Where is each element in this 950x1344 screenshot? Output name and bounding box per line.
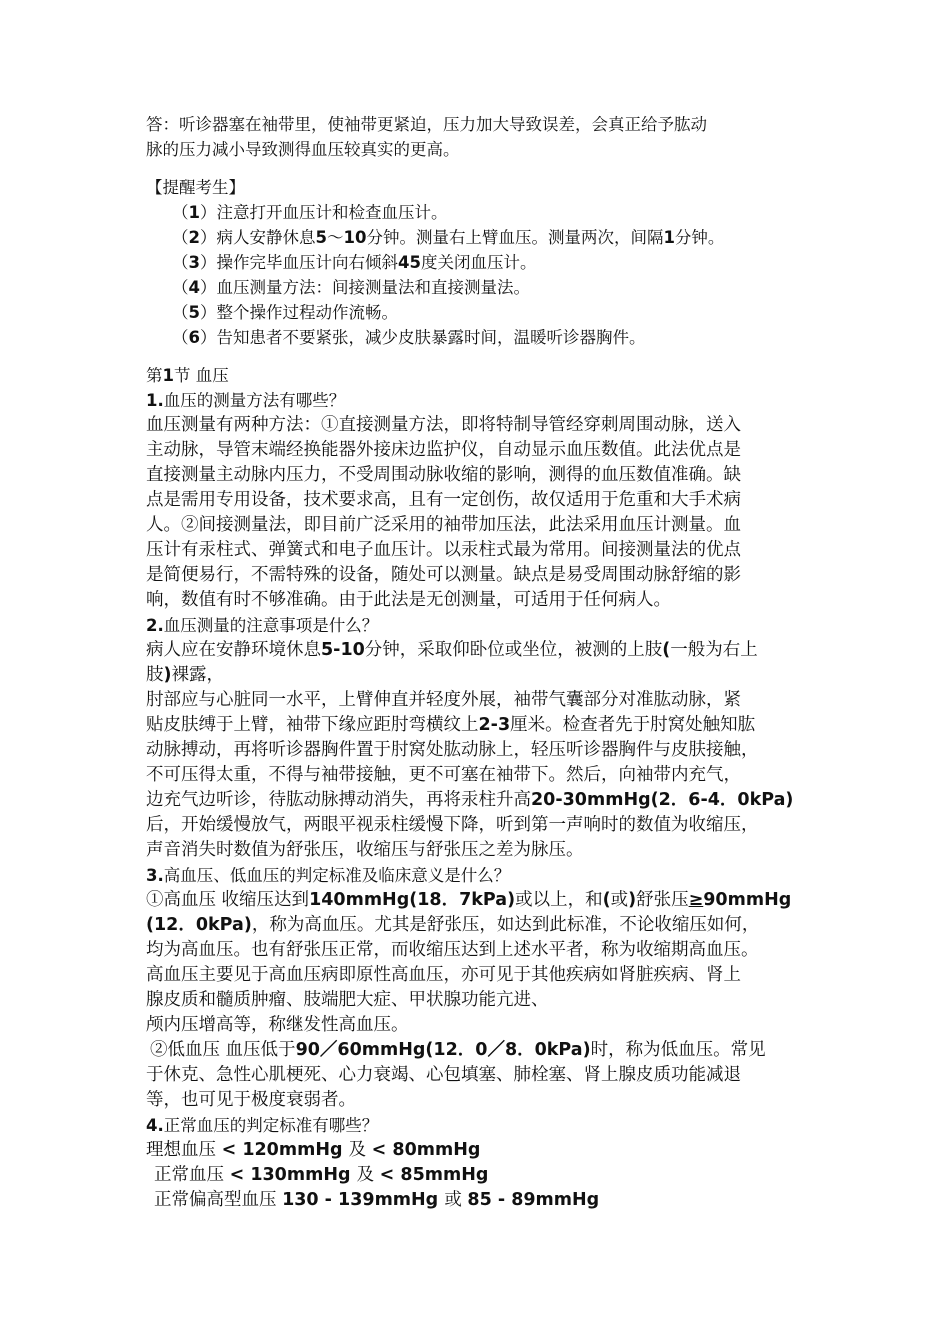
q1-line-1: 血压测量有两种方法：①直接测量方法，即将特制导管经穿刺周围动脉，送入 (146, 415, 741, 435)
q1-line-3: 直接测量主动脉内压力，不受周围动脉收缩的影响，测得的血压数值准确。缺 (146, 465, 741, 485)
q1-line-7: 是简便易行，不需特殊的设备，随处可以测量。缺点是易受周围动脉舒缩的影 (146, 565, 741, 585)
q1-line-8: 响，数值有时不够准确。由于此法是无创测量，可适用于任何病人。 (146, 590, 671, 610)
q2-line-9: 声音消失时数值为舒张压，收缩压与舒张压之差为脉压。 (146, 840, 584, 860)
q2-line-1: 病人应在安静环境休息5-10分钟，采取仰卧位或坐位，被测的上肢(一般为右上 (146, 640, 758, 660)
reminder-item-6: （6）告知患者不要紧张，减少皮肤暴露时间，温暖听诊器胸件。 (172, 328, 646, 347)
question-2-title: 2.血压测量的注意事项是什么？ (146, 616, 379, 635)
q2-line-4: 贴皮肤缚于上臂，袖带下缘应距肘弯横纹上2-3厘米。检查者先于肘窝处触知肱 (146, 715, 756, 735)
q3-line-5: 腺皮质和髓质肿瘤、肢端肥大症、甲状腺功能亢进、 (146, 990, 549, 1010)
q3-line-6: 颅内压增高等，称继发性高血压。 (146, 1015, 409, 1035)
question-3-title: 3.高血压、低血压的判定标准及临床意义是什么？ (146, 866, 511, 885)
reminder-item-2: （2）病人安静休息5～10分钟。测量右上臂血压。测量两次，间隔1分钟。 (172, 228, 725, 247)
reminder-item-3: （3）操作完毕血压计向右倾斜45度关闭血压计。 (172, 253, 537, 272)
question-1-title: 1.血压的测量方法有哪些？ (146, 391, 346, 410)
q1-line-4: 点是需用专用设备，技术要求高，且有一定创伤，故仅适用于危重和大手术病 (146, 490, 741, 510)
q2-line-7: 边充气边听诊，待肱动脉搏动消失，再将汞柱升高20-30mmHg(2．6-4．0kPa) (146, 790, 794, 810)
bp-row-ideal: 理想血压 < 120mmHg 及 < 80mmHg (146, 1140, 481, 1160)
bp-row-normal: 正常血压 < 130mmHg 及 < 85mmHg (154, 1165, 489, 1185)
question-4-title: 4.正常血压的判定标准有哪些？ (146, 1116, 379, 1135)
q2-line-3: 肘部应与心脏同一水平，上臂伸直并轻度外展，袖带气囊部分对准肱动脉，紧 (146, 690, 741, 710)
reminder-item-5: （5）整个操作过程动作流畅。 (172, 303, 398, 322)
reminder-title: 【提醒考生】 (146, 178, 245, 197)
q3-line-9: 等，也可见于极度衰弱者。 (146, 1090, 356, 1110)
spacer (146, 162, 810, 175)
q2-line-5: 动脉搏动，再将听诊器胸件置于肘窝处肱动脉上，轻压听诊器胸件与皮肤接触， (146, 740, 759, 760)
q3-line-2: (12．0kPa)，称为高血压。尤其是舒张压，如达到此标准，不论收缩压如何， (146, 915, 760, 935)
reminder-item-4: （4）血压测量方法：间接测量法和直接测量法。 (172, 278, 530, 297)
spacer (146, 350, 810, 363)
reminder-item-1: （1）注意打开血压计和检查血压计。 (172, 203, 448, 222)
q1-line-5: 人。②间接测量法，即目前广泛采用的袖带加压法，此法采用血压计测量。血 (146, 515, 741, 535)
answer-line-2: 脉的压力减小导致测得血压较真实的更高。 (146, 140, 460, 159)
bp-row-high-normal: 正常偏高型血压 130 - 139mmHg 或 85 - 89mmHg (154, 1190, 600, 1210)
q1-line-2: 主动脉，导管末端经换能器外接床边监护仪，自动显示血压数值。此法优点是 (146, 440, 741, 460)
q2-line-2: 肢)裸露， (146, 665, 224, 685)
q3-line-1: ①高血压 收缩压达到140mmHg(18．7kPa)或以上，和(或)舒张压≥90mmHg (146, 890, 792, 910)
q3-line-8: 于休克、急性心肌梗死、心力衰竭、心包填塞、肺栓塞、肾上腺皮质功能减退 (146, 1065, 741, 1085)
section-heading: 第1节 血压 (146, 366, 229, 385)
q3-line-7: ②低血压 血压低于90／60mmHg(12．0／8．0kPa)时，称为低血压。常见 (150, 1040, 766, 1060)
answer-line-1: 答：听诊器塞在袖带里，使袖带更紧迫，压力加大导致误差，会真正给予肱动 (146, 115, 707, 134)
q3-line-4: 高血压主要见于高血压病即原性高血压，亦可见于其他疾病如肾脏疾病、肾上 (146, 965, 741, 985)
q2-line-8: 后，开始缓慢放气，两眼平视汞柱缓慢下降，听到第一声响时的数值为收缩压， (146, 815, 759, 835)
q3-line-3: 均为高血压。也有舒张压正常，而收缩压达到上述水平者，称为收缩期高血压。 (146, 940, 759, 960)
q1-line-6: 压计有汞柱式、弹簧式和电子血压计。以汞柱式最为常用。间接测量法的优点 (146, 540, 741, 560)
document-page (146, 112, 810, 1213)
q2-line-6: 不可压得太重，不得与袖带接触，更不可塞在袖带下。然后，向袖带内充气， (146, 765, 741, 785)
